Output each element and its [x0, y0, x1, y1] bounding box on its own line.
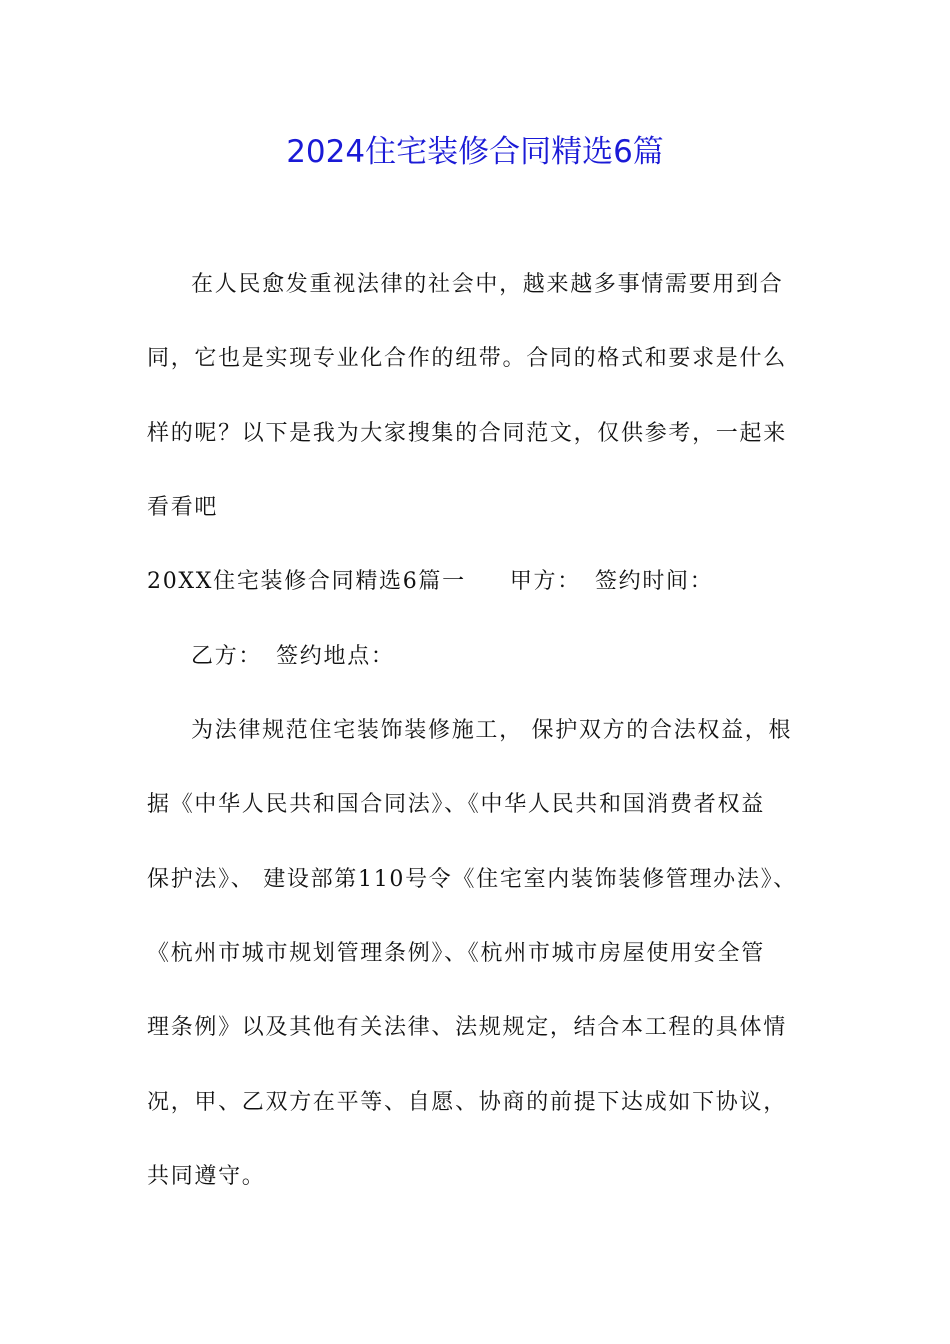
body-line-2: 据《中华人民共和国合同法》、《中华人民共和国消费者权益	[147, 792, 765, 817]
document-title: 2024住宅装修合同精选6篇	[286, 134, 664, 170]
intro-line-3: 样的呢？以下是我为大家搜集的合同范文，仅供参考，一起来	[147, 421, 787, 446]
section-heading: 20XX住宅装修合同精选6篇一	[147, 569, 466, 594]
party-b-line	[191, 639, 395, 675]
section-heading-line	[147, 564, 713, 600]
party-b-label: 乙方：	[191, 644, 263, 669]
sign-time-label: 签约时间：	[594, 569, 714, 594]
body-line-1: 为法律规范住宅装饰装修施工， 保护双方的合法权益，根	[191, 718, 793, 743]
intro-line-1: 在人民愈发重视法律的社会中，越来越多事情需要用到合	[191, 272, 784, 297]
body-line-6: 况，甲、乙双方在平等、自愿、协商的前提下达成如下协议，	[147, 1090, 787, 1115]
intro-line-2: 同，它也是实现专业化合作的纽带。合同的格式和要求是什么	[147, 346, 787, 371]
sign-place-label: 签约地点：	[276, 644, 395, 669]
body-line-3: 保护法》、 建设部第110号令《住宅室内装饰装修管理办法》、	[147, 867, 797, 892]
party-a-label: 甲方：	[509, 569, 581, 594]
body-line-4: 《杭州市城市规划管理条例》、《杭州市城市房屋使用安全管	[147, 941, 765, 966]
intro-line-4: 看看吧	[147, 495, 219, 520]
body-line-5: 理条例》以及其他有关法律、法规规定，结合本工程的具体情	[147, 1015, 787, 1040]
body-line-7: 共同遵守。	[147, 1164, 266, 1189]
